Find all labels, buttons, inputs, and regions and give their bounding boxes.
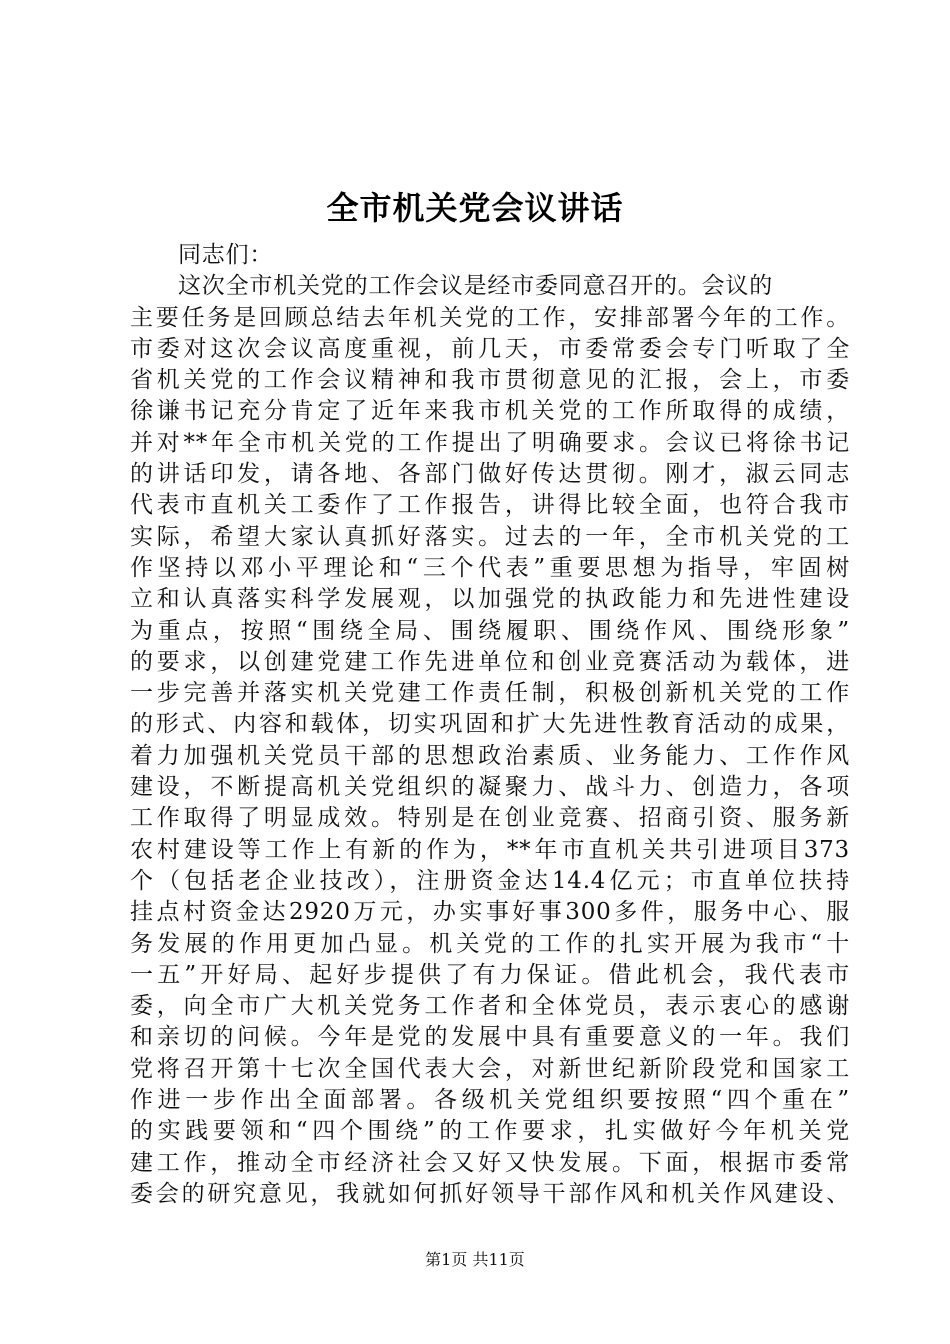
paragraph-line: 一步完善并落实机关党建工作责任制，积极创新机关党的工作: [130, 680, 850, 707]
paragraph-line: 委，向全市广大机关党务工作者和全体党员，表示衷心的感谢: [130, 993, 850, 1020]
paragraph-line: 为重点，按照“围绕全局、围绕履职、围绕作风、围绕形象”: [130, 617, 850, 644]
salutation: 同志们：: [178, 242, 274, 268]
paragraph-line: 挂点村资金达2920万元，办实事好事300多件，服务中心、服: [130, 899, 850, 926]
paragraph-line: 农村建设等工作上有新的作为，**年市直机关共引进项目373: [130, 836, 850, 863]
paragraph-line-first: 这次全市机关党的工作会议是经市委同意召开的。会议的: [178, 273, 773, 300]
paragraph-line: 党将召开第十七次全国代表大会，对新世纪新阶段党和国家工: [130, 1055, 850, 1082]
paragraph-line: 作进一步作出全面部署。各级机关党组织要按照“四个重在”: [130, 1087, 850, 1114]
paragraph-line: 着力加强机关党员干部的思想政治素质、业务能力、工作作风: [130, 742, 850, 769]
document-title: 全市机关党会议讲话: [326, 189, 624, 227]
paragraph-line: 建设，不断提高机关党组织的凝聚力、战斗力、创造力，各项: [130, 774, 850, 801]
paragraph-line: 作坚持以邓小平理论和“三个代表”重要思想为指导，牢固树: [130, 554, 850, 581]
paragraph-line: 主要任务是回顾总结去年机关党的工作，安排部署今年的工作。: [130, 304, 850, 331]
paragraph-line: 省机关党的工作会议精神和我市贯彻意见的汇报，会上，市委: [130, 367, 850, 394]
paragraph-line: 工作取得了明显成效。特别是在创业竞赛、招商引资、服务新: [130, 805, 850, 832]
paragraph-line: 徐谦书记充分肯定了近年来我市机关党的工作所取得的成绩，: [130, 398, 850, 425]
paragraph-line: 委会的研究意见，我就如何抓好领导干部作风和机关作风建设、: [130, 1180, 850, 1207]
paragraph-line: 并对**年全市机关党的工作提出了明确要求。会议已将徐书记: [130, 429, 850, 456]
paragraph-line: 的讲话印发，请各地、各部门做好传达贯彻。刚才，淑云同志: [130, 461, 850, 488]
paragraph-line: 代表市直机关工委作了工作报告，讲得比较全面，也符合我市: [130, 492, 850, 519]
paragraph-line: 市委对这次会议高度重视，前几天，市委常委会专门听取了全: [130, 335, 850, 362]
paragraph-line: 的要求，以创建党建工作先进单位和创业竞赛活动为载体，进: [130, 648, 850, 675]
paragraph-line: 的实践要领和“四个围绕”的工作要求，扎实做好今年机关党: [130, 1118, 850, 1145]
paragraph-line: 务发展的作用更加凸显。机关党的工作的扎实开展为我市“十: [130, 930, 850, 957]
page-number: 第1页 共11页: [425, 1250, 525, 1269]
paragraph-line: 立和认真落实科学发展观，以加强党的执政能力和先进性建设: [130, 586, 850, 613]
paragraph-line: 个（包括老企业技改），注册资金达14.4亿元；市直单位扶持: [130, 867, 850, 894]
paragraph-line: 的形式、内容和载体，切实巩固和扩大先进性教育活动的成果，: [130, 711, 850, 738]
paragraph-line: 一五”开好局、起好步提供了有力保证。借此机会，我代表市: [130, 961, 850, 988]
document-body: [130, 240, 850, 1210]
paragraph-line: 实际，希望大家认真抓好落实。过去的一年，全市机关党的工: [130, 523, 850, 550]
paragraph-line: 建工作，推动全市经济社会又好又快发展。下面，根据市委常: [130, 1149, 850, 1176]
paragraph-line: 和亲切的问候。今年是党的发展中具有重要意义的一年。我们: [130, 1024, 850, 1051]
